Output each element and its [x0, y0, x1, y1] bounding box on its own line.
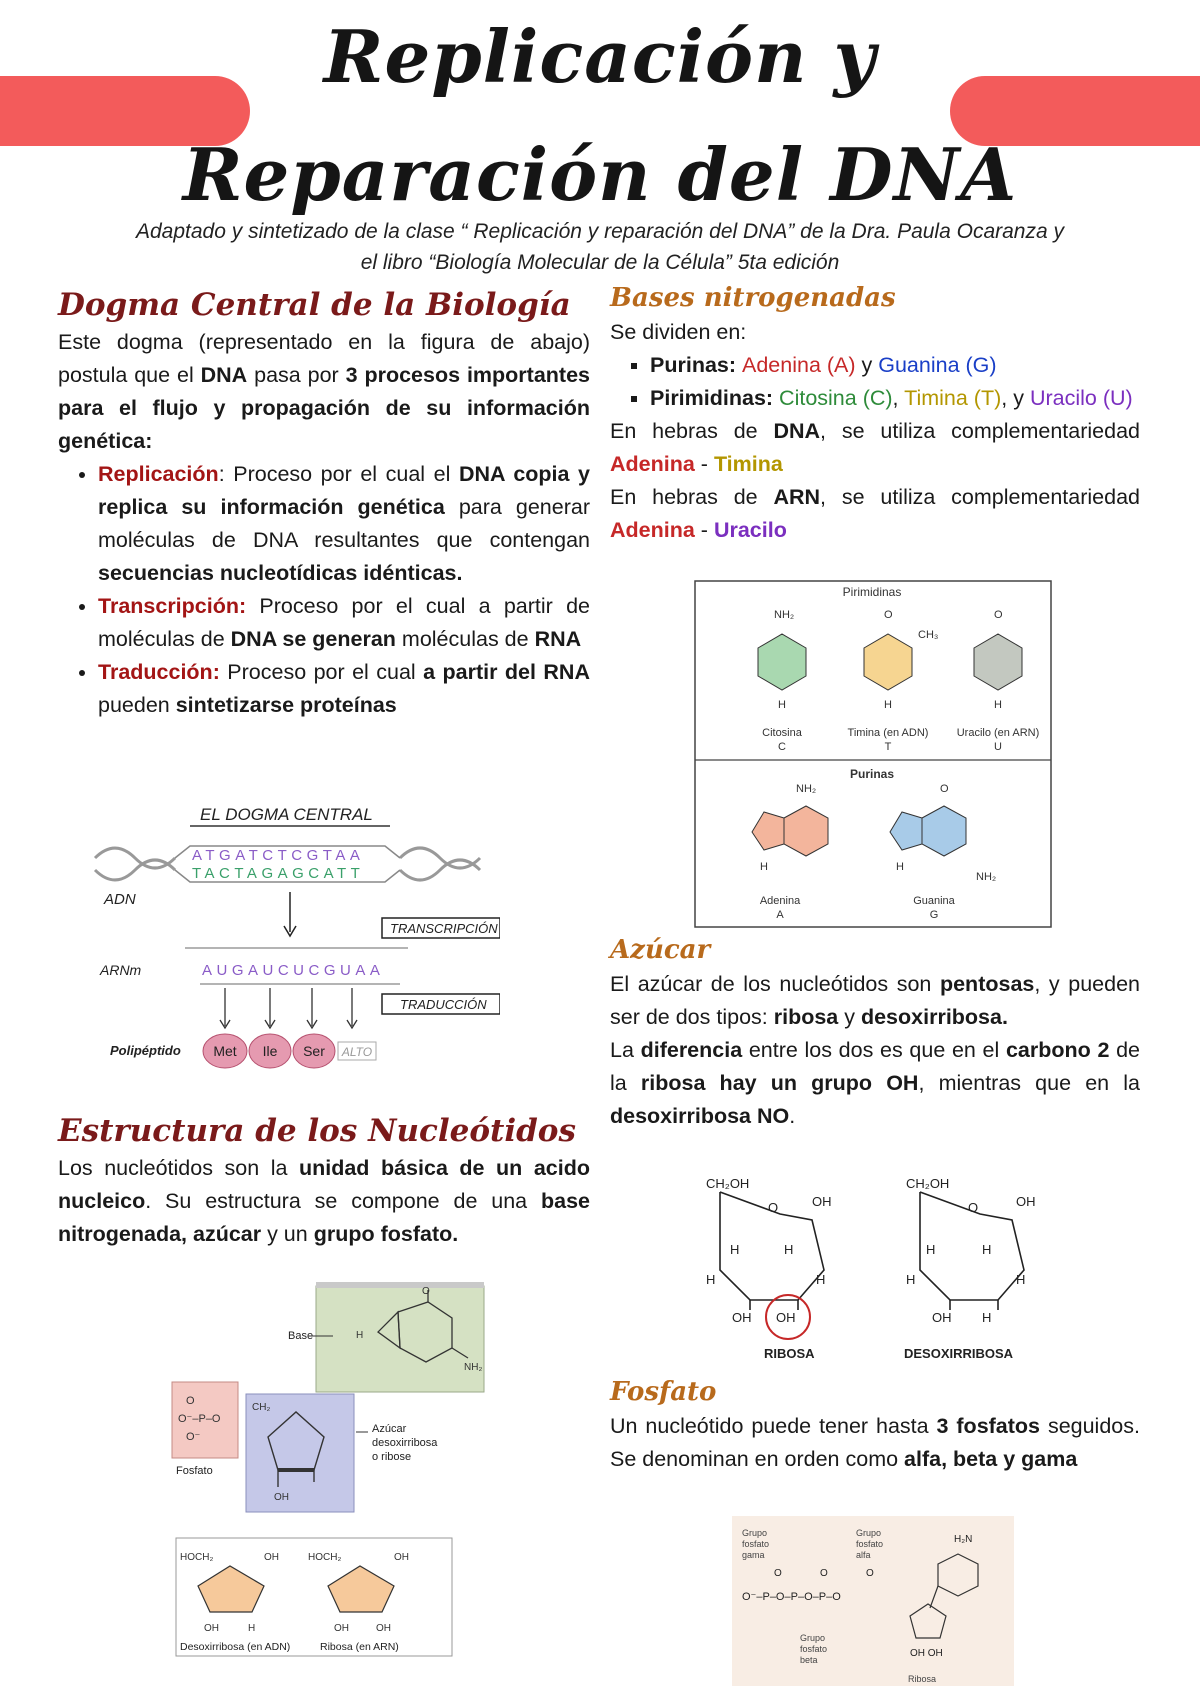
beta-label-2: fosfato — [800, 1644, 828, 1654]
citosina-figure-label: Citosina — [762, 727, 802, 739]
svg-text:H₂N: H₂N — [954, 1534, 973, 1545]
svg-text:O: O — [994, 609, 1003, 621]
svg-text:H: H — [906, 1272, 916, 1287]
svg-text:O: O — [866, 1568, 874, 1579]
svg-text:H: H — [1016, 1272, 1026, 1287]
desoxirribosa-figure-label: DESOXIRRIBOSA — [904, 1346, 1014, 1361]
desoxirribosa-adn-label: Desoxirribosa (en ADN) — [180, 1641, 291, 1653]
alfa-label-3: alfa — [856, 1550, 871, 1560]
dna-top-strand: ATGATCTCGTAA — [192, 847, 365, 864]
dogma-heading: Dogma Central de la Biología — [58, 287, 571, 323]
svg-text:OH: OH — [812, 1194, 832, 1209]
azucar-section — [610, 932, 1140, 1133]
svg-text:OH OH: OH OH — [910, 1648, 943, 1659]
svg-text:CH₂OH: CH₂OH — [906, 1176, 950, 1191]
estructura-section — [58, 1110, 590, 1251]
guanina-letter: G — [929, 909, 939, 921]
fosfato-heading: Fosfato — [610, 1377, 717, 1407]
subtitle-line1: Adaptado y sintetizado de la clase “ Replicación y reparación del DNA” de la Dra. Paula Ocaranza y — [136, 220, 1064, 243]
svg-text:H: H — [760, 861, 768, 873]
azucar-text-2: La diferencia entre los dos es que en el carbono 2 de la ribosa hay un grupo OH, mientras que en la desoxirribosa NO. — [610, 1038, 1141, 1128]
purinas-figure-label: Purinas — [849, 767, 895, 781]
svg-text:NH₂: NH₂ — [976, 871, 997, 883]
azucar-text-1: El azúcar de los nucleótidos son pentosas, y pueden ser de dos tipos: ribosa y desoxirribosa. — [610, 972, 1140, 1029]
svg-text:OH: OH — [204, 1623, 219, 1634]
bases-list — [650, 349, 1140, 415]
list-item: • Replicación: Proceso por el cual el DNA copia y replica su información genética para generar moléculas de DNA resultantes que contengan secuencias nucleotídicas idénticas. — [98, 458, 590, 590]
guanina-figure-label: Guanina — [913, 895, 955, 907]
svg-text:NH₂: NH₂ — [774, 609, 795, 621]
svg-text:OH: OH — [1016, 1194, 1036, 1209]
svg-text:O: O — [940, 783, 949, 795]
svg-text:OH: OH — [264, 1552, 279, 1563]
svg-text:H: H — [926, 1242, 936, 1257]
ribosa-arn-label: Ribosa (en ARN) — [320, 1641, 399, 1653]
list-item: • Transcripción: Proceso por el cual a partir de moléculas de DNA se generan moléculas de RNA — [98, 590, 590, 656]
page-title-line2: Reparación del DNA — [182, 132, 1018, 217]
svg-text:H: H — [248, 1623, 256, 1634]
adn-label: ADN — [104, 891, 136, 908]
fosfato-text: Un nucleótido puede tener hasta 3 fosfatos seguidos. Se denominan en orden como alfa, beta y gama — [610, 1414, 1140, 1471]
base-label: Base — [288, 1330, 314, 1342]
gama-label-3: gama — [742, 1550, 765, 1560]
svg-text:H: H — [896, 861, 904, 873]
bases-heading: Bases nitrogenadas — [610, 283, 896, 313]
svg-text:O: O — [884, 609, 893, 621]
svg-text:H: H — [730, 1242, 740, 1257]
svg-text:O⁻: O⁻ — [186, 1431, 201, 1443]
svg-text:O: O — [186, 1395, 195, 1407]
svg-text:H: H — [994, 699, 1002, 711]
svg-text:H: H — [884, 699, 892, 711]
svg-text:NH₂: NH₂ — [796, 783, 817, 795]
list-item: ▪ Purinas: Adenina (A) y Guanina (G) — [650, 349, 1140, 382]
azucar-heading: Azúcar — [610, 935, 711, 965]
svg-text:H: H — [982, 1310, 992, 1325]
aminoacid-ile: Ile — [262, 1043, 278, 1059]
svg-text:OH: OH — [932, 1310, 952, 1325]
svg-text:O: O — [768, 1200, 779, 1215]
svg-text:OH: OH — [732, 1310, 752, 1325]
uracilo-letter: U — [994, 741, 1002, 753]
bases-arn-text: En hebras de ARN, se utiliza complementariedad Adenina - Uracilo — [610, 485, 1140, 542]
svg-text:CH₂: CH₂ — [252, 1402, 271, 1413]
svg-text:O⁻–P–O–P–O–P–O: O⁻–P–O–P–O–P–O — [742, 1591, 841, 1603]
svg-text:OH: OH — [776, 1310, 796, 1325]
phosphate-figure — [732, 1516, 1014, 1686]
alfa-label-2: fosfato — [856, 1539, 884, 1549]
timina-letter: T — [884, 741, 892, 753]
dogma-intro: Este dogma (representado en la figura de abajo) postula que el DNA pasa por 3 procesos importantes para el flujo y propagación de su información genética: — [58, 330, 590, 453]
svg-text:H: H — [778, 699, 786, 711]
adenina-letter: A — [776, 909, 784, 921]
timina-figure-label: Timina (en ADN) — [847, 727, 929, 739]
bases-figure — [694, 580, 1054, 930]
svg-text:H: H — [816, 1272, 826, 1287]
svg-text:O: O — [820, 1568, 828, 1579]
sugars-figure — [700, 1170, 1070, 1370]
svg-text:O: O — [774, 1568, 782, 1579]
svg-text:O: O — [422, 1286, 430, 1297]
dna-bottom-strand: TACTAGAGCATT — [192, 865, 365, 882]
svg-text:OH: OH — [274, 1492, 289, 1503]
azucar-label-1: Azúcar — [372, 1423, 407, 1435]
list-item: ▪ Pirimidinas: Citosina (C), Timina (T), y Uracilo (U) — [650, 382, 1140, 415]
adenina-figure-label: Adenina — [759, 895, 801, 907]
svg-text:HOCH₂: HOCH₂ — [180, 1552, 214, 1563]
mrna-strand: AUGAUCUCGUAA — [202, 962, 385, 979]
arnm-label: ARNm — [100, 962, 142, 978]
page-title-line1: Replicación y — [323, 14, 877, 99]
svg-text:CH₃: CH₃ — [918, 629, 939, 641]
pirimidinas-figure-label: Pirimidinas — [842, 585, 902, 599]
estructura-heading: Estructura de los Nucleótidos — [58, 1113, 576, 1149]
azucar-label-3: o ribose — [372, 1451, 412, 1463]
bases-intro: Se dividen en: — [610, 320, 747, 344]
transcripcion-label: TRANSCRIPCIÓN — [390, 921, 498, 936]
svg-text:H: H — [784, 1242, 794, 1257]
aminoacid-ser: Ser — [303, 1043, 325, 1059]
stop-label: ALTO — [341, 1045, 373, 1059]
svg-text:O⁻–P–O: O⁻–P–O — [178, 1413, 221, 1425]
aminoacid-met: Met — [213, 1043, 237, 1059]
left-column — [58, 284, 590, 722]
estructura-text: Los nucleótidos son la unidad básica de un acido nucleico. Su estructura se compone de una base nitrogenada, azúcar y un grupo fosfato. — [58, 1156, 590, 1246]
svg-text:H: H — [356, 1330, 364, 1341]
svg-text:NH₂: NH₂ — [464, 1362, 483, 1373]
subtitle — [50, 216, 1150, 278]
right-column — [610, 280, 1140, 547]
list-item: • Traducción: Proceso por el cual a partir del RNA pueden sintetizarse proteínas — [98, 656, 590, 722]
svg-text:CH₂OH: CH₂OH — [706, 1176, 750, 1191]
dogma-list — [98, 458, 590, 722]
citosina-letter: C — [778, 741, 786, 753]
bases-dna-text: En hebras de DNA, se utiliza complementariedad Adenina - Timina — [610, 419, 1140, 476]
ribosa-figure-label: RIBOSA — [764, 1346, 815, 1361]
svg-text:OH: OH — [334, 1623, 349, 1634]
fosfato-label: Fosfato — [176, 1465, 213, 1477]
ribosa-phosphate-label: Ribosa — [908, 1674, 937, 1684]
dogma-central-figure — [90, 798, 500, 1088]
svg-text:OH: OH — [376, 1623, 391, 1634]
svg-text:H: H — [706, 1272, 716, 1287]
svg-text:H: H — [982, 1242, 992, 1257]
gama-label-1: Grupo — [742, 1528, 768, 1538]
gama-label-2: fosfato — [742, 1539, 770, 1549]
traduccion-label: TRADUCCIÓN — [400, 997, 487, 1012]
beta-label-3: beta — [800, 1655, 818, 1665]
svg-text:OH: OH — [394, 1552, 409, 1563]
svg-text:O: O — [968, 1200, 979, 1215]
fosfato-section — [610, 1374, 1140, 1476]
dogma-figure-title: EL DOGMA CENTRAL — [200, 805, 373, 824]
azucar-label-2: desoxirribosa — [372, 1437, 438, 1449]
uracilo-figure-label: Uracilo (en ARN) — [956, 727, 1040, 739]
subtitle-line2: el libro “Biología Molecular de la Célula” 5ta edición — [360, 251, 840, 274]
nucleotide-structure-figure — [168, 1282, 488, 1662]
alfa-label-1: Grupo — [856, 1528, 882, 1538]
svg-text:HOCH₂: HOCH₂ — [308, 1552, 342, 1563]
polipeptido-label: Polipéptido — [110, 1043, 181, 1058]
beta-label-1: Grupo — [800, 1633, 826, 1643]
